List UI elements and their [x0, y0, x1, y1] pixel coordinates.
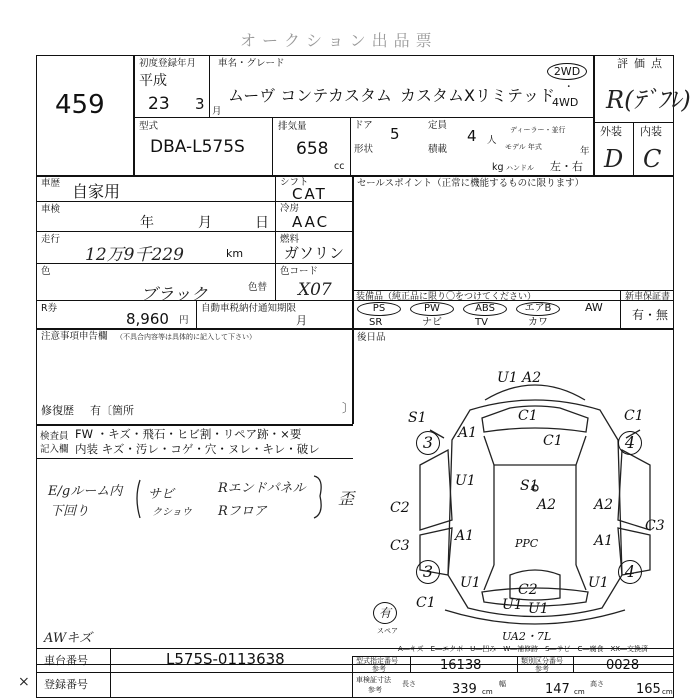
aw-scratch-note: AWキズ: [44, 631, 92, 646]
inspector-label-1: 検査員: [40, 431, 69, 442]
length-value: 339: [452, 682, 477, 697]
fuel-value: ガソリン: [284, 244, 345, 262]
color-code-value: X07: [298, 280, 332, 300]
color-label: 色: [41, 266, 51, 277]
history-value: 自家用: [72, 182, 121, 201]
notes-label: 注意事項申告欄: [41, 331, 108, 342]
inspector-label-2: 記入欄: [40, 444, 69, 455]
car-grade: カスタムXリミテッド: [400, 86, 555, 105]
first-reg-month-unit: 月: [212, 106, 222, 117]
equipment-item-3: エアB: [516, 302, 560, 316]
mark-front-fender-a1: A1: [458, 425, 478, 441]
mark-rear-u1-a: U1: [502, 597, 523, 613]
inspection-year-unit: 年: [140, 215, 154, 231]
class-no-sub: 参考: [535, 665, 549, 673]
load-unit: kg: [492, 162, 504, 173]
dims-sub: 参考: [368, 686, 382, 694]
inspector-line-1: FW ・キズ・飛石・ヒビ割・リペア跡・×要: [75, 427, 302, 441]
mark-front-right-c1: C1: [624, 408, 644, 424]
mark-left-rear-c3: C3: [390, 538, 410, 554]
displacement-unit: cc: [334, 161, 345, 172]
color-value: ブラック: [140, 285, 208, 305]
repair-close: 〕: [342, 401, 355, 415]
mark-front-left-s1: S1: [408, 410, 427, 426]
mark-right-side-c3: C3: [645, 518, 665, 534]
first-reg-year: 23: [148, 94, 170, 114]
shape-label: 形状: [354, 144, 374, 155]
class-no-value: 0028: [606, 658, 640, 673]
tax-notice-label: 自動車税納付通知期限: [201, 303, 297, 314]
type-no-sub: 参考: [372, 665, 386, 673]
height-label: 高さ: [590, 680, 604, 688]
note-rear-end-panel: Rエンドパネル: [218, 481, 306, 496]
mark-rear-right-u1: U1: [588, 575, 609, 591]
capacity-unit: 人: [487, 135, 497, 146]
chassis-label: 車台番号: [44, 654, 88, 667]
tire-rear-right: 4: [618, 560, 642, 584]
mark-ppc: PPC: [515, 537, 539, 550]
first-reg-month: 3: [195, 95, 205, 113]
displacement-value: 658: [296, 139, 329, 159]
car-name-label: 車名・グレード: [218, 58, 285, 69]
mileage-value: 12万9千229: [85, 245, 184, 265]
width-unit: cm: [574, 688, 585, 696]
history-label: 車歴: [41, 178, 61, 189]
repair-value: 有〔箇所: [90, 404, 134, 417]
warranty-label: 新車保証書: [625, 292, 671, 302]
type-no-label: 型式指定番号: [356, 657, 398, 665]
dims-label: 車検証寸法: [356, 676, 391, 684]
inspection-month-unit: 月: [198, 215, 212, 231]
equipment-item-bottom-3: カワ: [528, 317, 548, 328]
mark-rear-bottom: UA2・7L: [502, 630, 552, 643]
spare-tire: 有: [373, 602, 397, 624]
note-engine-room: E/gルーム内: [48, 484, 123, 499]
drive-2wd-circled: 2WD: [547, 63, 587, 80]
mark-left-fender-u1: U1: [455, 473, 476, 489]
exterior-label: 外装: [600, 125, 622, 138]
length-label: 長さ: [402, 680, 416, 688]
shift-value: CAT: [292, 185, 327, 203]
aircon-label: 冷房: [280, 203, 300, 214]
handle-label: ハンドル: [506, 164, 534, 172]
sales-point-label: セールスポイント（正常に機能するものに限ります）: [357, 178, 585, 189]
score-value: R(ﾃﾞﾌﾚ): [606, 86, 691, 114]
note-rear-floor: Rフロア: [218, 504, 267, 519]
fuel-label: 燃料: [280, 234, 300, 245]
first-reg-era: 平成: [139, 73, 167, 89]
model-year-label: モデル 年式: [505, 143, 542, 151]
tire-rear-left: 3: [416, 560, 440, 584]
x-mark: ×: [18, 674, 30, 690]
width-value: 147: [545, 682, 570, 697]
height-unit: cm: [662, 688, 673, 696]
equipment-item-bottom-0: SR: [369, 317, 383, 328]
repair-label: 修復歴: [41, 404, 74, 417]
tax-notice-month: 月: [296, 314, 307, 327]
recycle-value: 8,960: [126, 310, 169, 328]
brace-mark: [310, 474, 340, 520]
mark-roof-s1: S1: [520, 478, 539, 494]
length-unit: cm: [482, 688, 493, 696]
capacity-label: 定員: [428, 120, 448, 131]
type-label: 型式: [139, 121, 159, 132]
mileage-label: 走行: [41, 234, 61, 245]
equipment-item-1: PW: [410, 302, 454, 316]
type-value: DBA-L575S: [150, 137, 245, 157]
recycle-unit: 円: [179, 315, 189, 326]
mark-roof: U1 A2: [497, 370, 542, 386]
later-label: 後日品: [357, 332, 386, 343]
doors-value: 5: [390, 125, 400, 143]
damage-legend: A―キズ E―エクボ U―凹み W―補修跡 S―サビ C―腐食 XX―交換済: [398, 645, 649, 653]
first-reg-label: 初度登録年月: [139, 58, 197, 69]
warranty-value: 有・無: [632, 308, 669, 322]
doors-label: ドア: [354, 120, 373, 131]
mark-rear-bumper-c1: C1: [416, 595, 436, 611]
aircon-value: AAC: [292, 213, 330, 231]
color-change-label: 色替: [248, 282, 268, 293]
mark-windshield-c1: C1: [543, 433, 563, 449]
recycle-label: R券: [41, 303, 58, 314]
drive-4wd: 4WD: [552, 96, 579, 109]
load-label: 積載: [428, 144, 448, 155]
drive-separator: ・: [564, 82, 574, 93]
equipment-label: 装備品（純正品に限り〇をつけてください）: [356, 292, 537, 302]
equipment-item-bottom-2: TV: [475, 317, 488, 328]
type-no-value: 16138: [440, 658, 482, 673]
tire-front-right: 4: [618, 431, 642, 455]
handle-options: 左・右: [550, 160, 583, 173]
mark-left-door-a1: A1: [455, 528, 475, 544]
mark-rear-left-a1: A1: [594, 533, 614, 549]
note-rust: サビ: [148, 487, 175, 502]
equipment-item-0: PS: [357, 302, 401, 316]
inspector-line-2: 内装 キズ・汚レ・コゲ・穴・ヌレ・キレ・破レ: [75, 442, 320, 456]
reg-no-label: 登録番号: [44, 678, 88, 691]
score-label: 評価点: [617, 57, 668, 70]
mark-roof-a2: A2: [537, 497, 557, 513]
note-distortion: 歪: [338, 489, 355, 508]
note-corrosion: クショウ: [152, 507, 192, 518]
capacity-value: 4: [467, 127, 477, 145]
equipment-item-bottom-1: ナビ: [422, 317, 442, 328]
notes-sub: （不具合内容等は具体的に記入して下さい）: [116, 333, 256, 341]
class-no-label: 類別区分番号: [521, 657, 563, 665]
interior-score: C: [643, 145, 662, 173]
shift-label: シフト: [280, 177, 309, 188]
lot-number: 459: [55, 90, 105, 120]
exterior-score: D: [604, 145, 624, 173]
inspection-day-unit: 日: [255, 215, 269, 231]
displacement-label: 排気量: [278, 121, 307, 132]
mark-left-side-c2: C2: [390, 500, 410, 516]
inspection-label: 車検: [41, 204, 61, 215]
interior-label: 内装: [640, 125, 662, 138]
dealer-label: ディーラー・並行: [510, 126, 566, 134]
tire-front-left: 3: [416, 431, 440, 455]
height-value: 165: [636, 682, 661, 697]
equipment-item-2: ABS: [463, 302, 507, 316]
equipment-item-4: AW: [585, 301, 603, 314]
mark-rear-fender-u1: U1: [460, 575, 481, 591]
width-label: 幅: [499, 680, 506, 688]
spare-label: スペア: [377, 627, 398, 635]
mileage-unit: km: [226, 247, 244, 260]
model-year-unit: 年: [580, 146, 590, 157]
car-model: ムーヴ コンテカスタム: [228, 86, 392, 105]
mark-hood-c1: C1: [518, 408, 538, 424]
mark-rear-u1-b: U1: [528, 601, 549, 617]
mark-right-door-a2: A2: [594, 497, 614, 513]
color-code-label: 色コード: [280, 266, 319, 277]
note-underbody: 下回り: [50, 504, 90, 519]
mark-rear-c2: C2: [518, 582, 538, 598]
chassis-value: L575S-0113638: [166, 650, 285, 668]
form-title: オークション出品票: [240, 31, 438, 50]
bracket-mark: [132, 478, 152, 520]
